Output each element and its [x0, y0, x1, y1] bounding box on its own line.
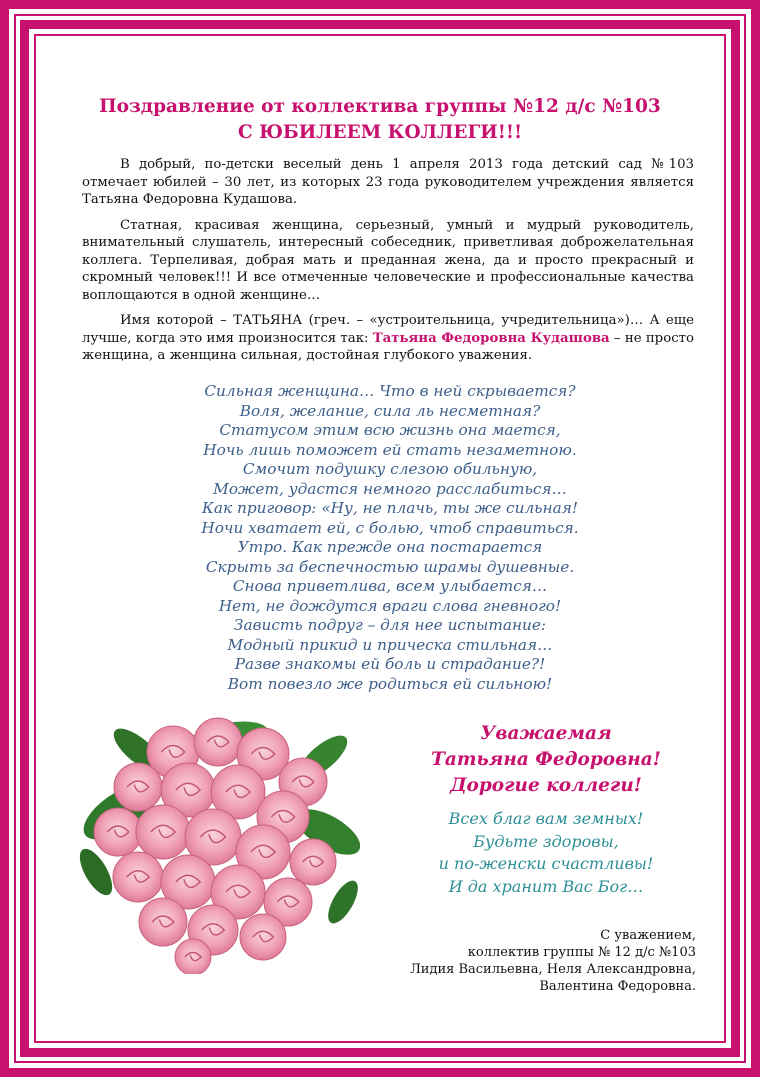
wish-line: Будьте здоровы, — [473, 831, 619, 851]
wish-line: Всех благ вам земных! — [448, 809, 644, 828]
signature — [376, 927, 696, 995]
rose-bloom — [139, 898, 187, 946]
rose-bloom — [290, 839, 336, 885]
poem-line: Может, удастся немного расслабиться… — [213, 479, 567, 498]
poem-line: Воля, желание, сила ль несметная? — [239, 401, 541, 420]
poem-line: Снова приветлива, всем улыбается… — [232, 577, 548, 595]
poem-line: Смочит подушку слезою обильную, — [242, 460, 538, 478]
rose-bloom — [114, 763, 162, 811]
signature-line: Валентина Федоровна. — [539, 979, 696, 994]
poem-line: Вот повезло же родиться ей сильною! — [227, 674, 553, 693]
paragraph-1: В добрый, по-детски веселый день 1 апреля 2013 года детский сад №103 отмечает юбилей – 30 лет, из которых 23 года руководителем учреждения является Татьяна Федоровна Кудашова. — [82, 157, 694, 207]
paragraph-3-end: – не просто женщина, а женщина сильная, достойная глубокого уважения. — [82, 330, 695, 363]
signature-line: Лидия Васильевна, Неля Александровна, — [409, 962, 696, 977]
rose-bloom — [240, 914, 286, 960]
wishes — [396, 808, 696, 898]
poem — [90, 382, 690, 694]
poem-line: Утро. Как прежде она постарается — [237, 538, 543, 556]
greeting-line: Дорогие коллеги! — [450, 775, 642, 796]
poem-line: Нет, не дождутся враги слова гневного! — [218, 596, 562, 615]
poem-line: Зависть подруг – для нее испытание: — [233, 616, 547, 634]
rose-bouquet-icon — [78, 712, 360, 974]
body-text — [82, 156, 694, 373]
poem-line: Скрыть за беспечностью шрамы душевные. — [205, 557, 575, 576]
rose-bloom — [94, 808, 142, 856]
greeting-line: Татьяна Федоровна! — [431, 749, 661, 770]
page-subtitle: С ЮБИЛЕЕМ КОЛЛЕГИ!!! — [237, 122, 523, 143]
poem-line: Статусом этим всю жизнь она мается, — [219, 421, 561, 439]
paragraph-3 — [82, 312, 694, 365]
poem-line: Модный прикид и прическа стильная… — [227, 635, 553, 654]
wish-line: и по-женски счастливы! — [438, 854, 654, 873]
poem-line: Ночи хватает ей, с болью, чтоб справиться. — [201, 518, 579, 537]
poem-line: Как приговор: «Ну, не плачь, ты же сильная! — [202, 499, 578, 517]
paragraph-3-start: Имя которой – ТАТЬЯНА (греч. – «устроительница, учредительница»)… А еще лучше, когда это имя произносится так: — [82, 313, 694, 346]
rose-bloom — [113, 852, 163, 902]
signature-line: С уважением, — [600, 928, 696, 943]
rose-bloom — [175, 939, 211, 974]
rose-bloom — [194, 718, 242, 766]
poem-line: Ночь лишь поможет ей стать незаметною. — [203, 440, 577, 459]
poem-line: Разве знакомы ей боль и страдание?! — [234, 655, 546, 673]
poem-line: Сильная женщина… Что в ней скрывается? — [204, 382, 576, 400]
paragraph-2: Статная, красивая женщина, серьезный, умный и мудрый руководитель, внимательный слушатель, интересный собеседник, приветливая доброжелательная коллега. Терпеливая, добрая мать и преданная жена, да и просто прекрасный и скромный человек!!! И все отмеченные человеческие и профессиональные качества воплощаются в одной женщине… — [82, 217, 694, 303]
signature-line: коллектив группы № 12 д/с №103 — [467, 945, 696, 960]
page-title: Поздравление от коллектива группы №12 д/с №103 — [99, 96, 661, 117]
greeting — [396, 721, 696, 799]
rose-bloom — [136, 805, 190, 859]
honoree-name: Татьяна Федоровна Кудашова — [372, 330, 610, 346]
greeting-line: Уважаемая — [480, 723, 612, 744]
wish-line: И да хранит Вас Бог… — [448, 876, 644, 896]
